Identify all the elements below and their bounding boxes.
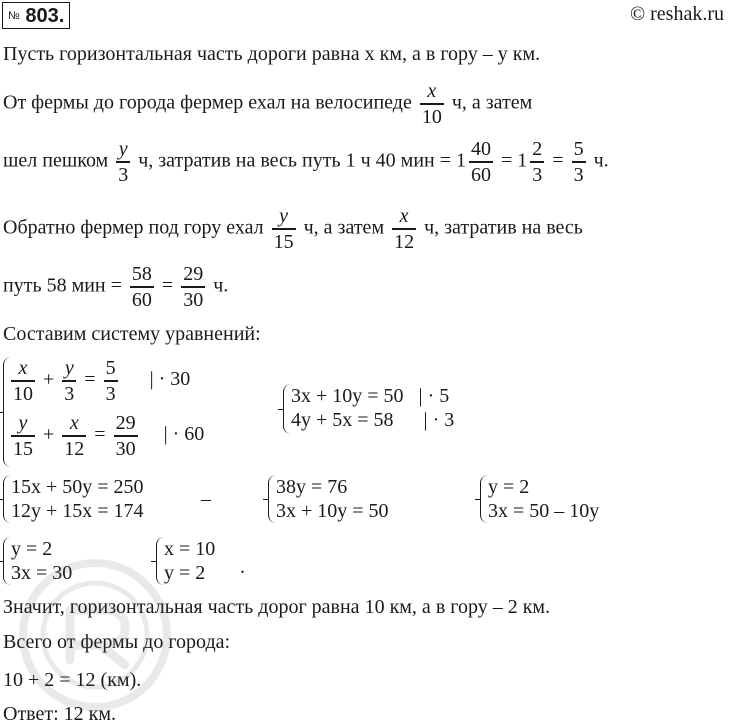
system-4-row-1: 38y = 76 — [276, 476, 348, 498]
fraction-2-3 — [530, 138, 544, 186]
numerator: 5 — [573, 138, 584, 160]
fraction-y-3 — [116, 138, 130, 186]
fraction-x-10 — [420, 80, 444, 128]
answer-line: Ответ: 12 км. — [3, 703, 117, 725]
fraction-29-30 — [114, 412, 138, 460]
fraction-5-3 — [572, 138, 586, 186]
system-6 — [3, 537, 113, 585]
multiplier: | · 60 — [163, 423, 205, 446]
system-4-row-2: 3x + 10y = 50 — [276, 500, 389, 522]
system-1 — [3, 357, 243, 467]
numerator: 40 — [471, 138, 492, 160]
plus-sign: + — [43, 368, 55, 391]
numerator: 58 — [131, 263, 152, 285]
plus-sign: + — [43, 423, 55, 446]
fraction-40-60 — [469, 138, 493, 186]
system-1-row-1 — [11, 357, 190, 405]
system-2-row-2: 4y + 5x = 58 | · 3 — [291, 409, 455, 431]
period: . — [240, 556, 245, 578]
brace — [283, 384, 291, 434]
system-7-row-2: y = 2 — [164, 562, 206, 584]
numerator: y — [279, 205, 289, 227]
line-3-text-a: шел пешком — [3, 149, 109, 172]
fraction-y-15 — [11, 412, 35, 460]
line-5-text-c: ч. — [213, 274, 229, 297]
system-7 — [156, 537, 256, 585]
denominator: 30 — [183, 288, 204, 311]
line-5-text-a: путь 58 мин = — [3, 274, 122, 297]
line-8: Всего от фермы до города: — [3, 631, 231, 653]
numerator: y — [18, 412, 28, 434]
system-5-row-1: y = 2 — [488, 476, 530, 498]
system-3 — [3, 475, 218, 523]
denominator: 3 — [118, 163, 129, 186]
denominator: 15 — [13, 437, 33, 460]
denominator: 12 — [64, 437, 85, 460]
denominator: 3 — [532, 163, 543, 186]
fraction-y-3 — [62, 357, 76, 405]
line-7: Значит, горизонтальная часть дорог равна 10 км, а в гору – 2 км. — [3, 596, 551, 618]
system-4 — [268, 475, 438, 523]
system-7-row-1: x = 10 — [164, 538, 216, 560]
brace — [3, 357, 11, 467]
numerator: x — [427, 80, 437, 102]
brace — [3, 475, 11, 523]
system-5-row-2: 3x = 50 – 10y — [488, 500, 600, 522]
copyright: © reshak.ru — [629, 3, 724, 25]
denominator: 3 — [64, 382, 75, 405]
equals-sign: = — [94, 423, 106, 446]
denominator: 15 — [273, 230, 294, 253]
number-value: 803. — [25, 5, 65, 27]
line-3-text-d: = — [552, 149, 564, 172]
line-9: 10 + 2 = 12 (км). — [3, 669, 142, 691]
brace — [3, 537, 11, 585]
line-4-text-b: ч, а затем — [303, 216, 385, 239]
numerator: 29 — [183, 263, 204, 285]
fraction-29-30 — [181, 263, 205, 311]
line-3-text-e: ч. — [593, 149, 609, 172]
line-2-text-b: ч, а затем — [451, 91, 533, 114]
line-4-text-c: ч, затратив на весь — [424, 216, 583, 239]
line-2-text-a: От фермы до города фермер ехал на велосипеде — [3, 91, 412, 114]
fraction-x-12 — [392, 205, 416, 253]
numerator: y — [64, 357, 74, 379]
fraction-x-12 — [62, 412, 86, 460]
line-4 — [3, 205, 583, 253]
system-2-row-1: 3x + 10y = 50 | · 5 — [291, 385, 450, 407]
problem-number — [2, 2, 70, 29]
brace — [156, 537, 164, 585]
numerator: 2 — [532, 138, 543, 160]
denominator: 10 — [421, 105, 442, 128]
numerator: x — [18, 357, 28, 379]
denominator: 10 — [13, 382, 33, 405]
system-2 — [283, 384, 523, 434]
denominator: 3 — [105, 382, 116, 405]
number-prefix: № — [8, 10, 20, 22]
line-3-text-c: = 1 — [501, 149, 528, 172]
system-1-row-2 — [11, 412, 204, 460]
subtract-sign: – — [201, 488, 211, 510]
system-6-row-1: y = 2 — [11, 538, 53, 560]
equals-sign: = — [84, 368, 96, 391]
denominator: 60 — [131, 288, 152, 311]
line-4-text-a: Обратно фермер под гору ехал — [3, 216, 264, 239]
fraction-x-10 — [11, 357, 35, 405]
brace — [268, 475, 276, 523]
system-6-row-2: 3x = 30 — [11, 562, 73, 584]
numerator: y — [118, 138, 128, 160]
denominator: 3 — [573, 163, 584, 186]
system-3-row-2: 12y + 15x = 174 — [11, 500, 144, 522]
numerator: 29 — [115, 412, 136, 434]
multiplier: | · 30 — [149, 368, 191, 391]
system-5 — [480, 475, 660, 523]
line-5-text-b: = — [161, 274, 174, 297]
brace — [480, 475, 488, 523]
line-3 — [3, 138, 609, 186]
denominator: 30 — [115, 437, 136, 460]
numerator: x — [399, 205, 409, 227]
numerator: x — [69, 412, 79, 434]
line-5 — [3, 263, 228, 311]
system-3-row-1: 15x + 50y = 250 — [11, 476, 144, 498]
numerator: 5 — [105, 357, 116, 379]
fraction-58-60 — [130, 263, 154, 311]
line-6: Составим систему уравнений: — [3, 323, 261, 345]
fraction-y-15 — [272, 205, 296, 253]
line-1: Пусть горизонтальная часть дороги равна x км, а в гору – y км. — [3, 43, 541, 65]
denominator: 12 — [394, 230, 415, 253]
line-3-text-b: ч, затратив на весь путь 1 ч 40 мин = 1 — [138, 149, 467, 172]
denominator: 60 — [471, 163, 492, 186]
fraction-5-3 — [104, 357, 118, 405]
line-2 — [3, 80, 532, 128]
